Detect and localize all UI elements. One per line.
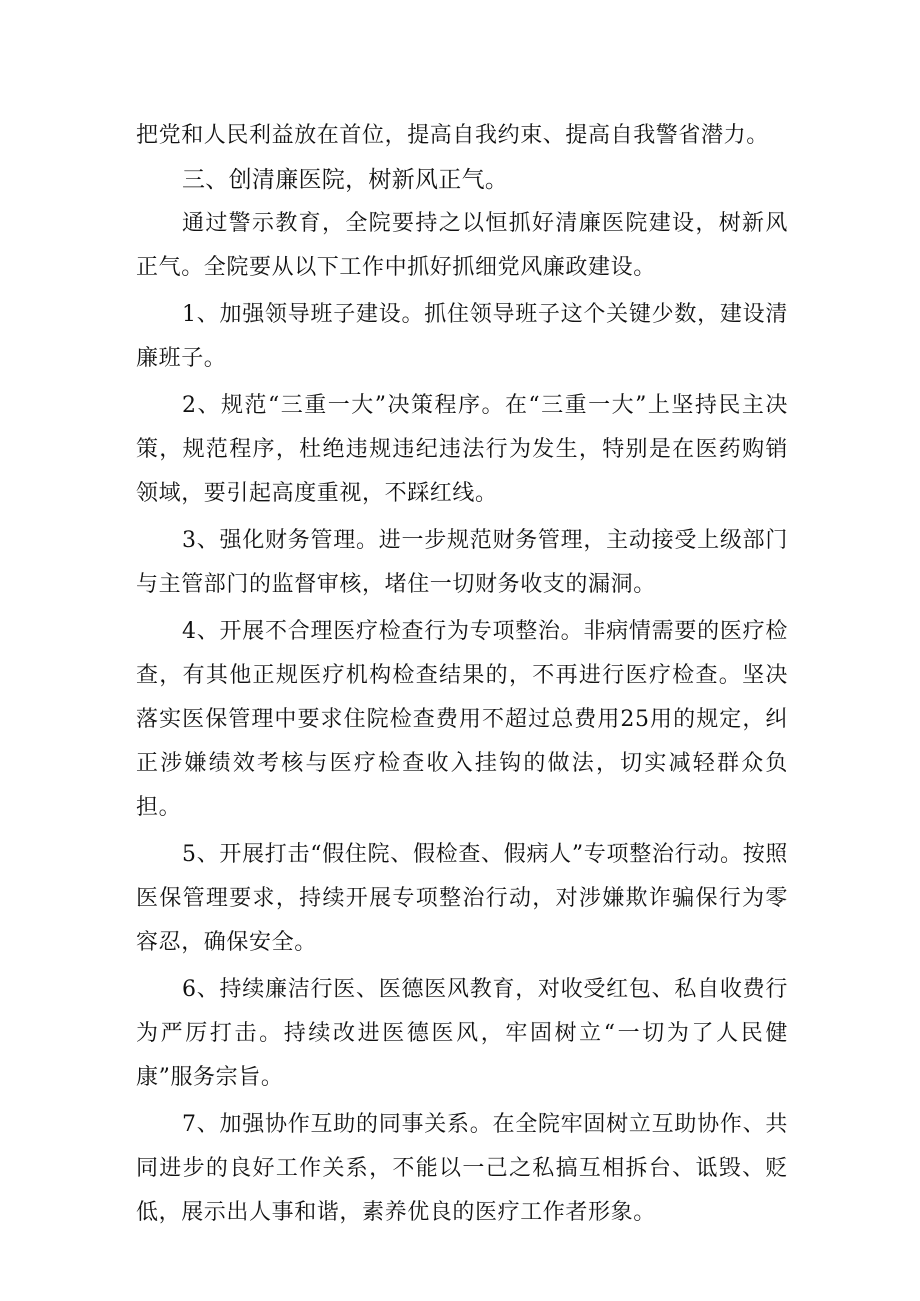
item-paragraph-7: 7、加强协作互助的同事关系。在全院牢固树立互助协作、共同进步的良好工作关系，不能以一己之私搞互相拆台、诋毁、贬低，展示出人事和谐，素养优良的医疗工作者形象。 xyxy=(136,1112,788,1225)
item-paragraph-3: 3、强化财务管理。进一步规范财务管理，主动接受上级部门与主管部门的监督审核，堵住一切财务收支的漏洞。 xyxy=(136,528,788,597)
item-paragraph-1: 1、加强领导班子建设。抓住领导班子这个关键少数，建设清廉班子。 xyxy=(136,302,788,371)
item-paragraph-6: 6、持续廉洁行医、医德医风教育，对收受红包、私自收费行为严厉打击。持续改进医德医风，牢固树立“一切为了人民健康”服务宗旨。 xyxy=(136,977,788,1090)
item-paragraph-4: 4、开展不合理医疗检查行为专项整治。非病情需要的医疗检查，有其他正规医疗机构检查结果的，不再进行医疗检查。坚决落实医保管理中要求住院检查费用不超过总费用25用的规定，纠正涉嫌绩效考核与医疗检查收入挂钩的做法，切实减轻群众负担。 xyxy=(136,619,788,820)
document-body xyxy=(136,114,788,1235)
item-paragraph-2: 2、规范“三重一大”决策程序。在“三重一大”上坚持民主决策，规范程序，杜绝违规违纪违法行为发生，特别是在医药购销领域，要引起高度重视，不踩红线。 xyxy=(136,393,788,506)
section-heading: 三、创清廉医院，树新风正气。 xyxy=(182,167,509,193)
continuation-paragraph: 把党和人民利益放在首位，提高自我约束、提高自我警省潜力。 xyxy=(136,123,769,148)
item-paragraph-5: 5、开展打击“假住院、假检查、假病人”专项整治行动。按照医保管理要求，持续开展专项整治行动，对涉嫌欺诈骗保行为零容忍，确保安全。 xyxy=(136,842,788,955)
intro-paragraph: 通过警示教育，全院要持之以恒抓好清廉医院建设，树新风正气。全院要从以下工作中抓好抓细党风廉政建设。 xyxy=(136,211,788,280)
